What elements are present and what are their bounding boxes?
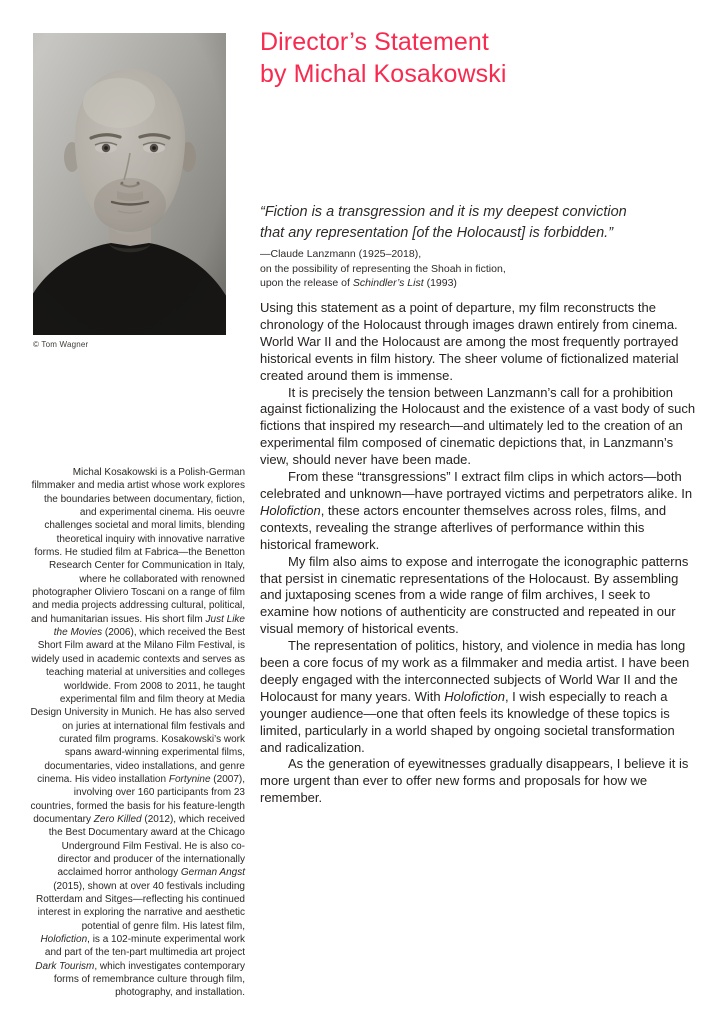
statement-paragraph: As the generation of eyewitnesses gradually disappears, I believe it is more urgent than ever to offer new forms and proposals for how we remember. [260,756,689,806]
title-line-1: Director’s Statement [260,28,489,56]
attribution-line-1: —Claude Lanzmann (1925–2018), [260,248,422,260]
statement-paragraph: Using this statement as a point of departure, my film reconstructs the chronology of the Holocaust through images drawn entirely from cinema. World War II and the Holocaust are among the most frequently portrayed historical events in film history. The sheer volume of fictionalized material created around them is immense. [260,300,679,383]
quote-line-2: that any representation [of the Holocaust] is forbidden.” [260,224,614,241]
page-title [260,27,507,90]
quote-line-1: “Fiction is a transgression and it is my deepest conviction [260,204,627,220]
attribution-line-3: upon the release of Schindler’s List (1993) [260,277,457,290]
portrait-photo [33,33,226,335]
bio-text: Michal Kosakowski is a Polish-German filmmaker and media artist whose work explores the boundaries between documentary, fiction, and experimental cinema. His oeuvre challenges societal and moral limits, blending theoretical inquiry with innovative narrative forms. He studied film at Fabrica—the Benetton Research Center for Communication in Italy, where he collaborated with renowned photographer Oliviero Toscani on a range of film and media projects addressing cultural, political, and humanitarian issues. His short film Just Like the Movies (2006), which received the Best Short Film award at the Milano Film Festival, is widely used in academic contexts and serves as teaching material at universities and colleges worldwide. From 2008 to 2011, he taught experimental film and film theory at Media Design University in Munich. He has also served on juries at international film festivals and curated film programs. Kosakowski’s work spans award-winning experimental films, documentaries, video installations, and genre cinema. His video installation Fortynine (2007), involving over 160 participants from 23 countries, formed the basis for his feature-length documentary Zero Killed (2012), which received the Best Documentary award at the Chicago Underground Film Festival. He is also co-director and producer of the internationally acclaimed horror anthology German Angst (2015), shown at over 40 festivals including Rotterdam and Sitges—reflecting his continued interest in exploring the narrative and aesthetic potential of genre film. His latest film, Holofiction, is a 102-minute experimental work and part of the ten-part multimedia art project Dark Tourism, which investigates contemporary forms of remembrance culture through film, photography, and installation. [30,467,245,999]
photo-credit: © Tom Wagner [33,340,89,349]
statement-paragraph: It is precisely the tension between Lanzmann’s call for a prohibition against fictionalizing the Holocaust and the existence of a vast body of such fictions that inspired my research—and ultimately led to the creation of an experimental film composed of cinematic depictions that, in Lanzmann’s view, should never have been made. [260,384,696,468]
bio-column [30,466,245,1000]
quote-attribution [260,247,506,291]
statement-paragraph: From these “transgressions” I extract film clips in which actors—both celebrated and unknown—have portrayed victims and perpetrators alike. In Holofiction, these actors encounter themselves across roles, films, and contexts, revealing the strange afterlives of performance within this historical framework. [260,469,693,552]
title-line-2: by Michal Kosakowski [260,59,507,88]
attribution-line-2: on the possibility of representing the Shoah in fiction, [260,262,506,275]
statement-paragraph: The representation of politics, history, and violence in media has long been a core focus of my work as a filmmaker and media artist. I have been deeply engaged with the interconnected subjects of World War II and the Holocaust for many years. With Holofiction, I wish especially to reach a younger audience—one that often feels its knowledge of these topics is limited, particularly in a world shaped by ongoing societal transformation and radicalization. [260,638,690,755]
epigraph-quote [260,202,627,243]
portrait-illustration [33,33,226,335]
statement-body [260,300,698,807]
statement-paragraph: My film also aims to expose and interrogate the iconographic patterns that persist in cinematic representations of the Holocaust. By assembling and juxtaposing scenes from a wide range of film archives, I seek to examine how notions of authenticity are constructed and repeated in our visual memory of historical events. [260,553,689,637]
